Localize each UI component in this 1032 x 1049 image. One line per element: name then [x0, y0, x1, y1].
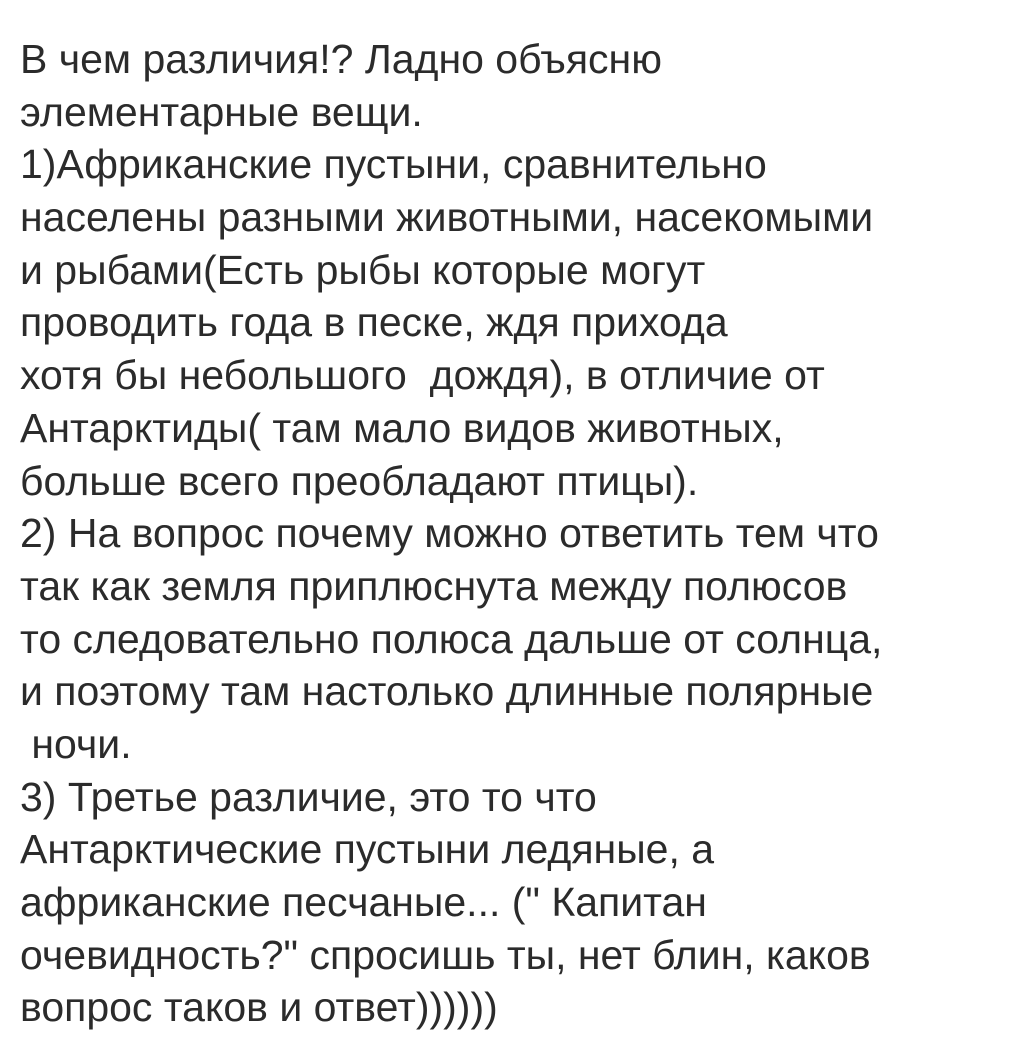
text-line: больше всего преобладают птицы). — [20, 457, 699, 504]
text-line: и поэтому там настолько длинные полярные — [20, 668, 874, 715]
text-line: Антарктиды( там мало видов животных, — [20, 404, 784, 451]
text-line: 1)Африканские пустыни, сравнительно — [20, 141, 767, 188]
text-line: ночи. — [20, 720, 132, 767]
text-line: вопрос таков и ответ)))))) — [20, 984, 498, 1031]
text-line: очевидность?" спросишь ты, нет блин, каков — [20, 931, 871, 978]
text-line: Антарктические пустыни ледяные, а — [20, 826, 715, 873]
text-line: африканские песчаные... (" Капитан — [20, 879, 707, 925]
text-line: хотя бы небольшого дождя), в отличие от — [20, 352, 825, 399]
answer-text — [20, 33, 1025, 1034]
text-line: 3) Третье различие, это то что — [20, 773, 597, 820]
text-line: и рыбами(Есть рыбы которые могут — [20, 246, 706, 293]
text-line: элементарные вещи. — [20, 88, 423, 135]
text-line: так как земля приплюснута между полюсов — [20, 562, 848, 609]
text-line: 2) На вопрос почему можно ответить тем что — [20, 510, 879, 557]
text-line: проводить года в песке, ждя прихода — [20, 299, 728, 346]
text-line: населены разными животными, насекомыми — [20, 194, 874, 241]
text-line: то следовательно полюса дальше от солнца, — [20, 615, 883, 662]
text-line: В чем различия!? Ладно объясню — [20, 36, 662, 82]
